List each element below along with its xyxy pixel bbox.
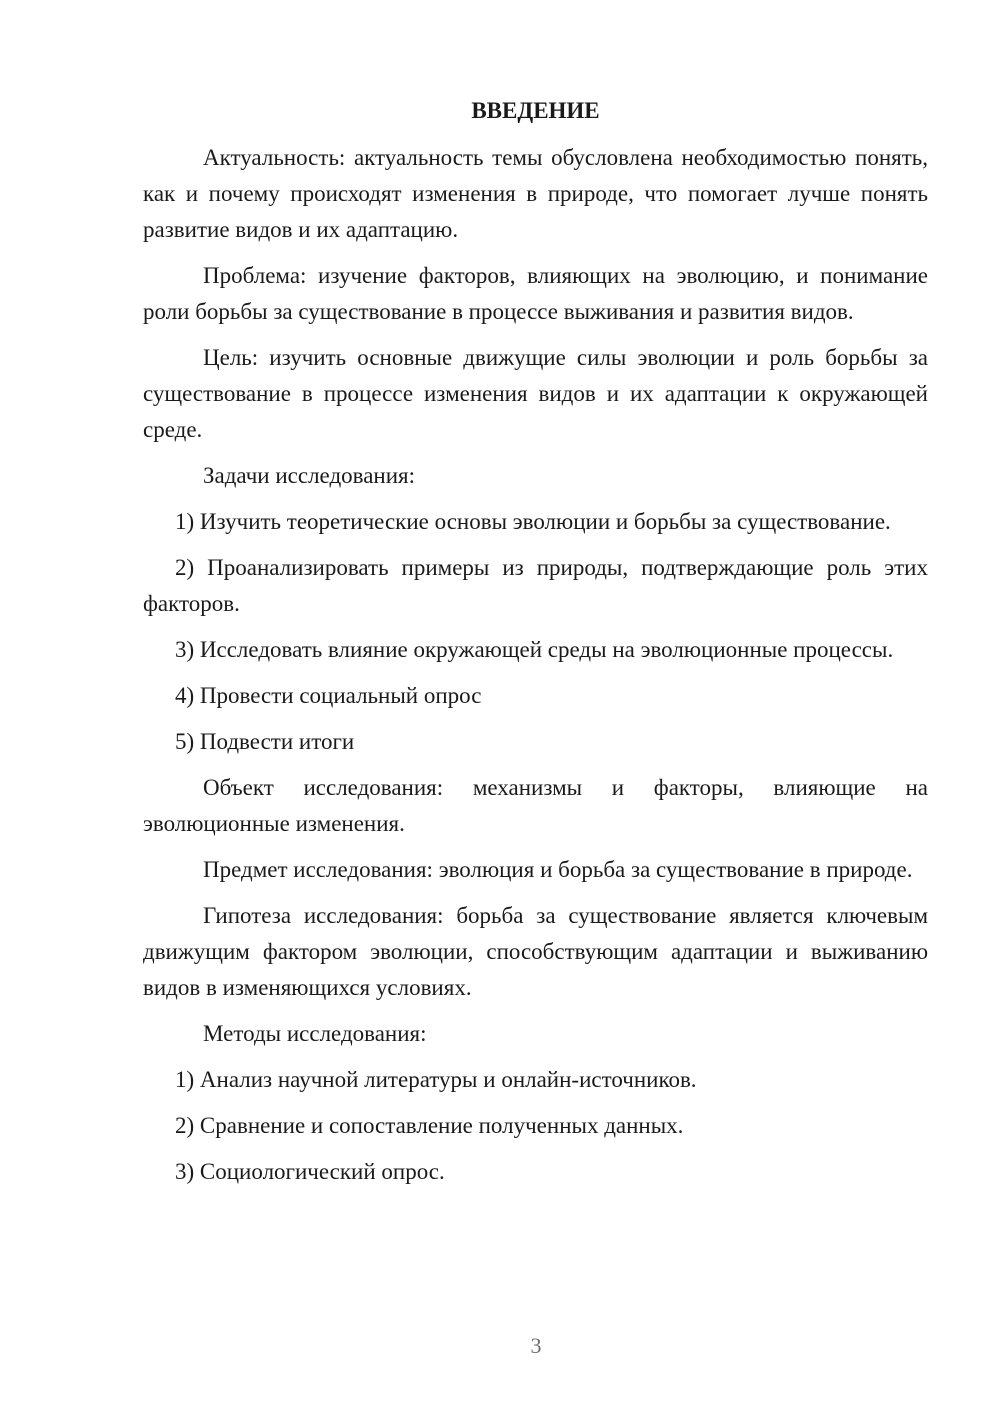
methods-heading: Методы исследования: bbox=[203, 1021, 427, 1046]
object-paragraph: Объект исследования: механизмы и факторы, влияющие на эволюционные изменения. bbox=[143, 775, 928, 836]
task-item: 5) Подвести итоги bbox=[175, 729, 355, 754]
tasks-heading: Задачи исследования: bbox=[203, 463, 416, 488]
task-item: 2) Проанализировать примеры из природы, подтверждающие роль этих факторов. bbox=[143, 555, 928, 616]
subject-paragraph: Предмет исследования: эволюция и борьба за существование в природе. bbox=[203, 857, 913, 882]
method-item: 3) Социологический опрос. bbox=[175, 1159, 445, 1184]
relevance-paragraph: Актуальность: актуальность темы обусловлена необходимостью понять, как и почему происходят изменения в природе, что помогает лучше понять развитие видов и их адаптацию. bbox=[143, 145, 928, 242]
task-item: 3) Исследовать влияние окружающей среды на эволюционные процессы. bbox=[175, 637, 894, 662]
task-item: 4) Провести социальный опрос bbox=[175, 683, 482, 708]
problem-paragraph: Проблема: изучение факторов, влияющих на эволюцию, и понимание роли борьбы за существование в процессе выживания и развития видов. bbox=[143, 263, 928, 324]
goal-paragraph: Цель: изучить основные движущие силы эволюции и роль борьбы за существование в процессе изменения видов и их адаптации к окружающей среде. bbox=[143, 345, 928, 442]
page-number: 3 bbox=[530, 1333, 542, 1358]
method-item: 2) Сравнение и сопоставление полученных данных. bbox=[175, 1113, 684, 1138]
task-item: 1) Изучить теоретические основы эволюции и борьбы за существование. bbox=[175, 509, 891, 534]
page-title: ВВЕДЕНИЕ bbox=[471, 98, 600, 123]
method-item: 1) Анализ научной литературы и онлайн-источников. bbox=[175, 1067, 697, 1092]
document-body bbox=[143, 96, 928, 1200]
hypothesis-paragraph: Гипотеза исследования: борьба за существование является ключевым движущим фактором эволюции, способствующим адаптации и выживанию видов в изменяющихся условиях. bbox=[143, 903, 928, 1000]
